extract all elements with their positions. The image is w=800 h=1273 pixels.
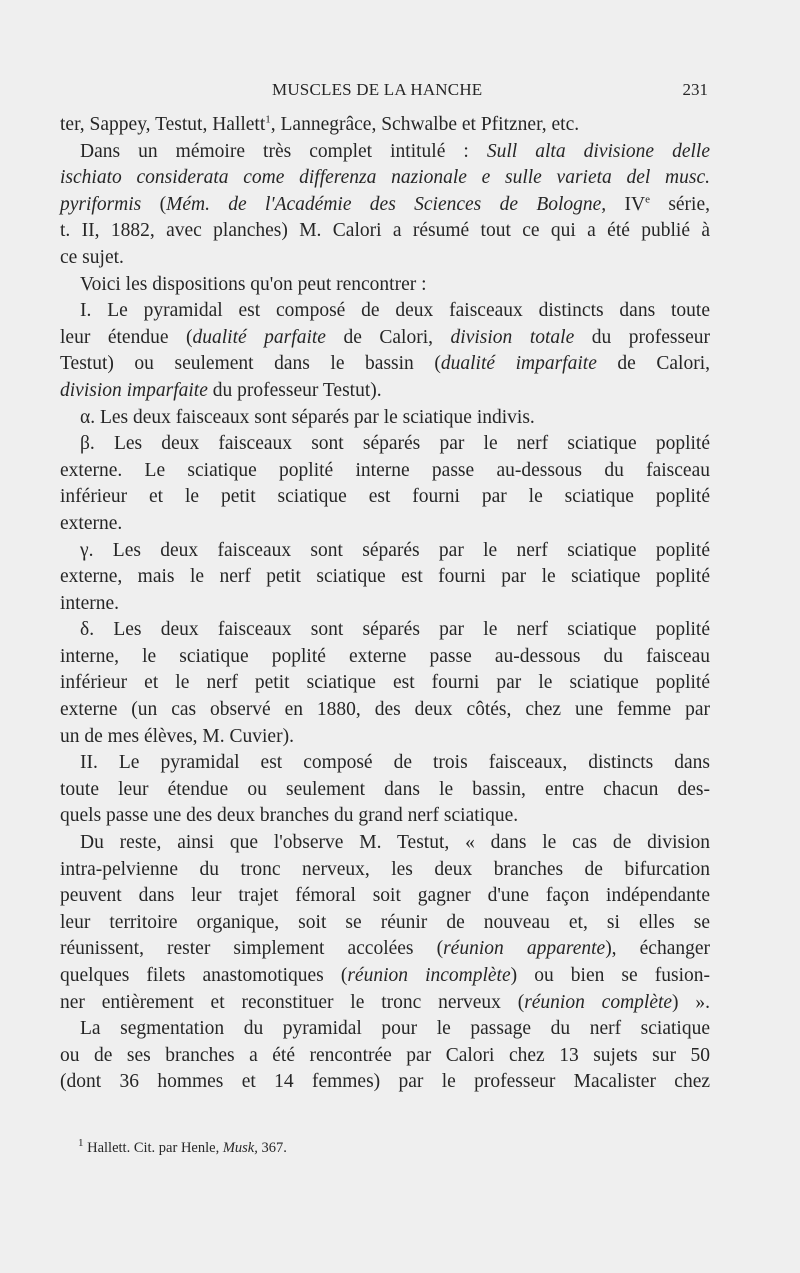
text-run: inférieur et le nerf petit sciatique est fourni par le sciatique poplité [60,672,710,694]
text-line [60,325,710,352]
text-line [60,112,710,139]
text-run: du professeur [574,326,711,348]
text-run: La segmentation du pyramidal pour le passage du nerf sciatique [80,1018,710,1040]
text-line [60,1016,710,1043]
text-run: ou de ses branches a été rencontrée par Calori chez 13 sujets sur 50 [60,1044,710,1066]
text-line [60,564,710,591]
text-line [60,218,710,245]
text-run: I. Le pyramidal est composé de deux faisceaux distincts dans toute [80,300,710,322]
text-run: externe, mais le nerf petit sciatique est fourni par le sciatique poplité [60,566,710,588]
text-line [60,192,710,219]
text-line [60,963,710,990]
text-run: toute leur étendue ou seulement dans le bassin, entre chacun des- [60,778,710,800]
text-run: γ. Les deux faisceaux sont séparés par le nerf sciatique poplité [80,539,710,561]
text-line [60,139,710,166]
text-run: un de mes élèves, M. Cuvier). [60,725,294,747]
text-line [60,936,710,963]
superscript: 1 [265,113,271,126]
text-run: β. Les deux faisceaux sont séparés par le nerf sciatique poplité [80,433,710,455]
page-number: 231 [682,80,708,99]
italic-text: division totale [450,326,575,348]
text-line [60,1043,710,1070]
footnote-mark: 1 [78,1137,84,1150]
text-line [60,724,710,751]
footnote [78,1137,678,1157]
running-header [60,76,710,102]
text-line [60,910,710,937]
text-line [60,298,710,325]
superscript: e [645,193,650,206]
italic-text: division imparfaite [60,379,208,401]
italic-text: ischiato considerata come differenza nazionale e sulle varieta del musc. [60,167,710,189]
text-line [60,644,710,671]
text-run: IV [606,193,646,215]
text-run: réunissent, rester simplement accolées ( [60,938,444,960]
italic-text: pyriformis [60,193,142,215]
text-line [60,883,710,910]
text-run: ) ou bien se fusion- [510,965,710,986]
text-line [60,511,710,538]
text-run: Du reste, ainsi que l'observe M. Testut, « dans le cas de division [80,832,710,854]
text-line [60,351,710,378]
text-run: intra-pelvienne du tronc nerveux, les deux branches de bifurcation [60,858,710,880]
text-line [60,591,710,618]
text-run: de Calori, [596,353,710,375]
text-run: ), échanger [605,938,711,960]
italic-text: Sull alta divisione delle [486,140,710,162]
text-run: leur territoire organique, soit se réunir de nouveau et, si elles se [60,911,710,933]
text-line [60,990,710,1017]
text-line [60,777,710,804]
text-run: Dans un mémoire très complet intitulé : [80,140,487,162]
text-line [60,697,710,724]
text-run: δ. Les deux faisceaux sont séparés par le nerf sciatique poplité [80,619,710,641]
italic-text: réunion apparente [443,938,606,960]
italic-text: réunion incomplète [347,965,511,986]
text-run: de Calori, [325,326,451,348]
text-run: interne, le sciatique poplité externe passe au-dessous du faisceau [60,645,710,667]
text-run: ce sujet. [60,246,124,268]
text-line [60,272,710,299]
text-run: , Lannegrâce, Schwalbe et Pfitzner, etc. [270,114,580,135]
text-run: (dont 36 hommes et 14 femmes) par le professeur Macalister chez [60,1071,710,1093]
text-line [60,484,710,511]
text-line [60,617,710,644]
text-run: Voici les dispositions qu'on peut rencontrer : [80,273,427,295]
text-run: ter, Sappey, Testut, Hallett [60,114,266,135]
text-run: peuvent dans leur trajet fémoral soit gagner d'une façon indépendante [60,885,710,907]
footnote-text: Hallett. Cit. par Henle, [87,1140,223,1156]
text-run: du professeur Testut). [207,379,382,401]
footnote-after: 367. [257,1140,287,1156]
text-line [60,830,710,857]
text-run: ) ». [672,991,710,1013]
text-run: inférieur et le petit sciatique est fourni par le sciatique poplité [60,486,710,508]
text-run: t. II, 1882, avec planches) M. Calori a résumé tout ce qui a été publié à [60,220,710,242]
text-run: α. Les deux faisceaux sont séparés par le sciatique indivis. [80,406,535,428]
text-line [60,857,710,884]
text-run: Testut) ou seulement dans le bassin ( [60,353,441,375]
text-line [60,1069,710,1096]
footnote-italic: Musk, [222,1140,258,1156]
text-run: ( [141,193,167,215]
text-line [60,378,710,405]
text-run: leur étendue ( [60,326,193,348]
text-run: externe. Le sciatique poplité interne passe au-dessous du faisceau [60,459,710,481]
text-line [60,245,710,272]
italic-text: Mém. de l'Académie des Sciences de Bologne, [166,193,607,215]
text-run: quelques filets anastomotiques ( [60,965,348,986]
text-line [60,431,710,458]
text-run: externe. [60,512,123,534]
italic-text: réunion complète [524,991,673,1013]
text-line [60,165,710,192]
text-run: quels passe une des deux branches du grand nerf sciatique. [60,805,519,827]
body-text [60,112,710,1096]
text-run: ner entièrement et reconstituer le tronc nerveux ( [60,991,525,1013]
text-run: série, [649,193,710,215]
text-line [60,750,710,777]
running-title: MUSCLES DE LA HANCHE [272,80,483,99]
text-line [60,803,710,830]
text-line [60,538,710,565]
text-run: interne. [60,592,120,614]
text-line [60,670,710,697]
text-run: externe (un cas observé en 1880, des deux côtés, chez une femme par [60,699,710,721]
italic-text: dualité imparfaite [440,353,597,375]
text-line [60,458,710,485]
text-run: II. Le pyramidal est composé de trois faisceaux, distincts dans [80,752,710,774]
italic-text: dualité parfaite [192,326,326,348]
text-line [60,405,710,432]
